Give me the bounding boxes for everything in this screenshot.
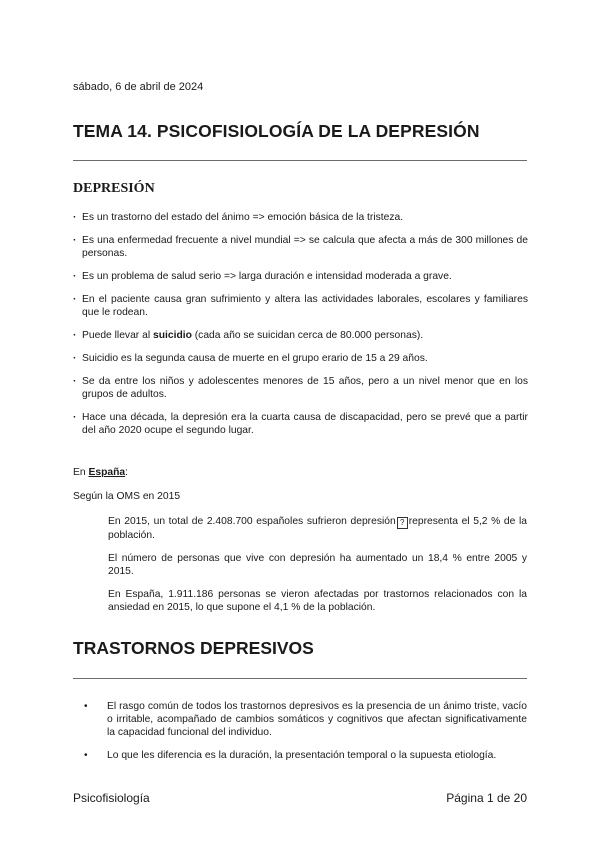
list-item: · Es una enfermedad frecuente a nivel mundial => se calcula que afecta a más de 300 millones de personas. xyxy=(73,234,528,260)
title-divider xyxy=(73,160,527,161)
footer-page-number: Página 1 de 20 xyxy=(446,791,527,805)
spain-suffix: : xyxy=(125,467,128,478)
list-item-text: Puede llevar al xyxy=(82,330,153,341)
stat-paragraph: El número de personas que vive con depresión ha aumentado un 18,4 % entre 2005 y 2015. xyxy=(108,553,527,577)
list-item: · Suicidio es la segunda causa de muerte en el grupo erario de 15 a 29 años. xyxy=(73,352,528,365)
trastornos-bullet-list xyxy=(73,700,527,772)
bold-term-suicidio: suicidio xyxy=(152,330,192,341)
depresion-bullet-list xyxy=(73,211,528,447)
footer-subject: Psicofisiología xyxy=(73,791,150,805)
list-item xyxy=(73,329,528,342)
oms-label: Según la OMS en 2015 xyxy=(73,491,181,502)
list-item: · Se da entre los niños y adolescentes menores de 15 años, pero a un nivel menor que en los grupos de adultos. xyxy=(73,375,528,401)
stat-text: En 2015, un total de 2.408.700 españoles sufrieron depresión xyxy=(108,516,396,527)
stat-text: representa el 5,2 % de la población. xyxy=(108,516,528,541)
spain-label xyxy=(73,467,128,478)
section-heading-trastornos: TRASTORNOS DEPRESIVOS xyxy=(73,638,314,658)
list-item: · En el paciente causa gran sufrimiento y altera las actividades laborales, escolares y familiares que le rodean. xyxy=(73,293,528,319)
list-item: · Hace una década, la depresión era la cuarta causa de discapacidad, pero se prevé que a partir del año 2020 ocupe el segundo lugar. xyxy=(73,411,528,437)
list-item: • Lo que les diferencia es la duración, la presentación temporal o la supuesta etiología. xyxy=(73,749,527,762)
spain-stats xyxy=(108,515,527,624)
missing-glyph-icon: ? xyxy=(397,517,408,529)
spain-prefix: En xyxy=(73,467,89,478)
section-divider xyxy=(73,678,527,679)
spain-bold: España xyxy=(88,467,126,478)
document-date: sábado, 6 de abril de 2024 xyxy=(73,81,204,93)
section-heading-depresion: DEPRESIÓN xyxy=(73,181,155,196)
stat-paragraph: En España, 1.911.186 personas se vieron afectadas por trastornos relacionados con la ansiedad en 2015, lo que supone el 4,1 % de la población. xyxy=(108,589,527,613)
list-item: · Es un trastorno del estado del ánimo => emoción básica de la tristeza. xyxy=(73,211,528,224)
stat-paragraph xyxy=(108,515,527,542)
list-item-text: (cada año se suicidan cerca de 80.000 personas). xyxy=(191,330,424,341)
page-title: TEMA 14. PSICOFISIOLOGÍA DE LA DEPRESIÓN xyxy=(73,121,480,141)
list-item: • El rasgo común de todos los trastornos depresivos es la presencia de un ánimo triste, vacío o irritable, acompañado de cambios somáticos y cognitivos que afectan significativamente la capacidad funcional del individuo. xyxy=(73,700,527,739)
list-item: · Es un problema de salud serio => larga duración e intensidad moderada a grave. xyxy=(73,270,528,283)
